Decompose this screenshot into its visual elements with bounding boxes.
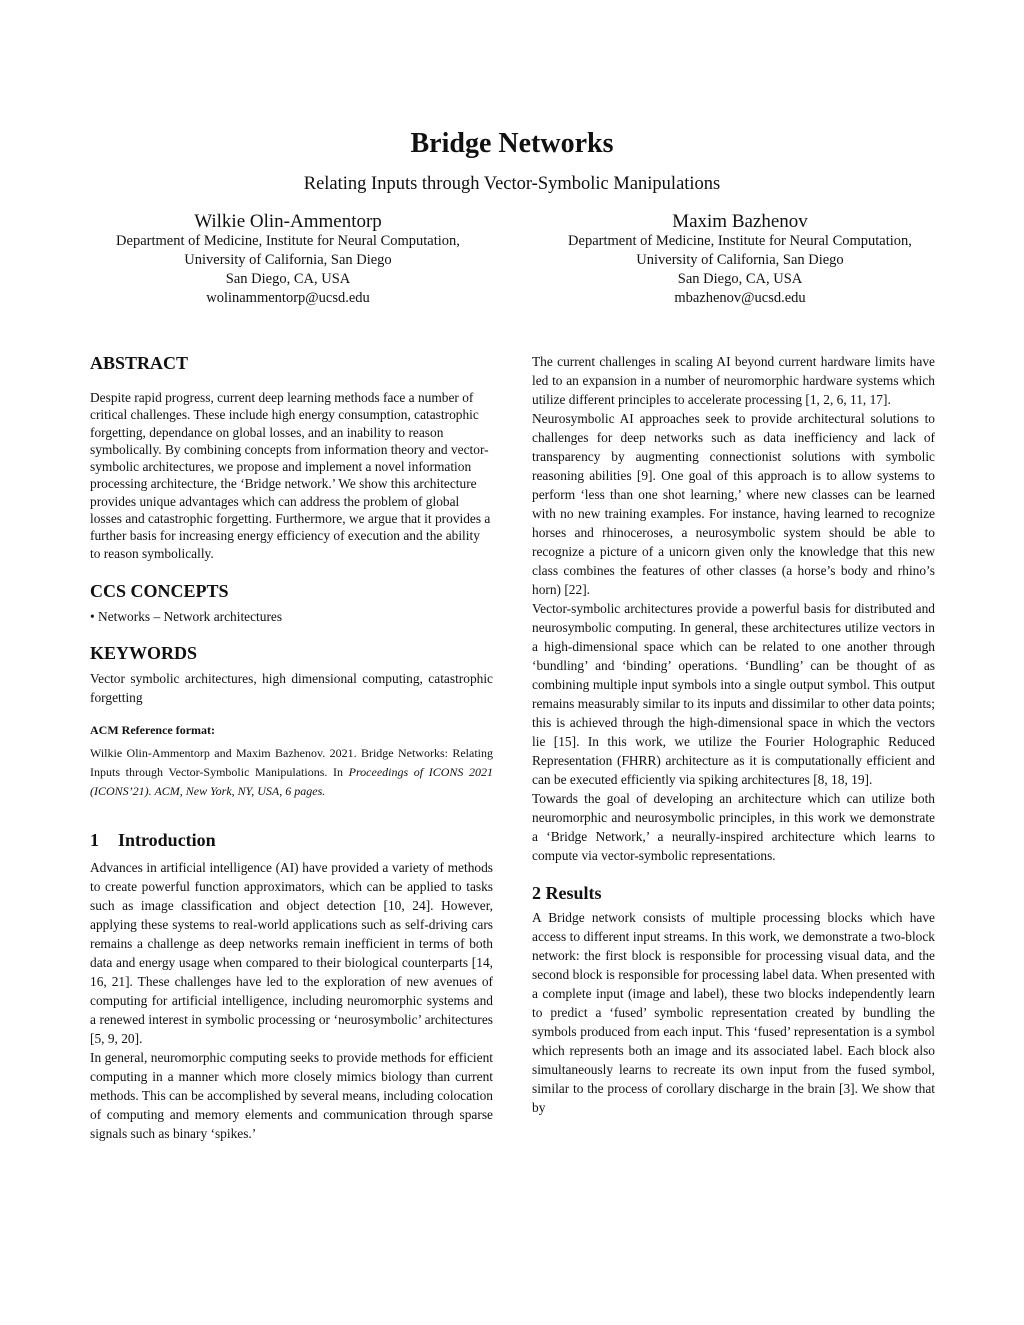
body-paragraph: Vector-symbolic architectures provide a powerful basis for distributed and neurosymbolic computing. In general, these architectures utilize vectors in a high-dimensional space which can be related to one another through ‘bundling’ and ‘binding’ operations. ‘Bundling’ can be thought of as combining multiple input symbols into a single output symbol. This output remains measurably similar to its inputs and dissimilar to other data points; this is achieved through the high-dimensional space in which the vectors lie [15]. In this work, we utilize the Fourier Holographic Reduced Representation (FHRR) architecture as it is computationally efficient and can be executed efficiently via spiking architectures [8, 18, 19]. [532,601,935,787]
author-department: Department of Medicine, Institute for Neural Computation, [116,233,460,249]
acm-reference-citation: Wilkie Olin-Ammentorp and Maxim Bazhenov. 2021. Bridge Networks: Relating Inputs through Vector-Symbolic Manipulations. In [90,745,493,779]
body-paragraph: Towards the goal of developing an architecture which can utilize both neuromorphic and neurosymbolic principles, in this work we demonstrate a ‘Bridge Network,’ a neurally-inspired architecture which learns to compute via vector-symbolic representations. [532,791,935,863]
ccs-heading: CCS CONCEPTS [90,580,229,601]
section-title: Introduction [118,829,216,850]
author-university: University of California, San Diego [184,252,392,268]
author-location: San Diego, CA, USA [225,271,351,287]
ccs-item: • Networks – Network architectures [90,608,283,624]
acm-reference-venue: Proceedings of ICONS 2021 (ICONS’21). ACM, New York, NY, USA, 6 pages. [90,764,494,798]
results-heading: 2 Results [532,883,602,903]
body-paragraph: Neurosymbolic AI approaches seek to provide architectural solutions to challenges for deep networks such as data inefficiency and lack of transparency by augmenting connectionist solutions with symbolic reasoning abilities [9]. One goal of this approach is to allow systems to perform ‘less than one shot learning,’ where new classes can be learned with no new training examples. For instance, having learned to recognize horses and rhinoceroses, a neurosymbolic system should be able to recognize a picture of a unicorn given only the knowledge that this new class combines the features of other classes (a horse’s body and rhino’s horn) [22]. [532,411,935,597]
paper-title: Bridge Networks [410,128,614,159]
author-block [68,212,508,308]
right-column [532,352,935,1117]
author-department: Department of Medicine, Institute for Neural Computation, [568,233,912,249]
keywords-text: Vector symbolic architectures, high dimensional computing, catastrophic forgetting [90,670,493,705]
author-name: Maxim Bazhenov [672,211,808,232]
author-location: San Diego, CA, USA [677,271,803,287]
introduction-paragraph: In general, neuromorphic computing seeks to provide methods for efficient computing in a manner which more closely mimics biology than current methods. This can be accomplished by several means, including colocation of computing and memory elements and communication through sparse signals such as binary ‘spikes.’ [90,1049,493,1141]
author-block [520,212,960,308]
introduction-paragraph: Advances in artificial intelligence (AI) have provided a variety of methods to create powerful function approximators, which can be applied to tasks such as image classification and object detection [10, 24]. However, applying these systems to real-world applications such as self-driving cars remains a challenge as deep networks remain inefficient in terms of both data and energy usage when compared to their biological counterparts [14, 16, 21]. These challenges have led to the exploration of new avenues of computing for artificial intelligence, including neuromorphic systems and a renewed interest in symbolic processing or ‘neurosymbolic’ architectures [5, 9, 20]. [90,859,493,1046]
author-university: University of California, San Diego [636,252,844,268]
body-paragraph: The current challenges in scaling AI beyond current hardware limits have led to an expansion in a number of neuromorphic hardware systems which utilize different principles to accelerate processing [1, 2, 6, 11, 17]. [532,354,935,407]
abstract-text: Despite rapid progress, current deep learning methods face a number of critical challenges. These include high energy consumption, catastrophic forgetting, dependance on global losses, and an inability to reason symbolically. By combining concepts from information theory and vector-symbolic architectures, we propose and implement a novel information processing architecture, the ‘Bridge network.’ We show this architecture provides unique advantages which can address the problem of global losses and catastrophic forgetting. Furthermore, we argue that it provides a further basis for increasing energy efficiency of execution and the ability to reason symbolically. [90,390,491,561]
results-paragraph: A Bridge network consists of multiple processing blocks which have access to different input streams. In this work, we demonstrate a two-block network: the first block is responsible for processing visual data, and the second block is responsible for processing label data. When presented with a complete input (image and label), these two blocks independently learn to predict a ‘fused’ symbolic representation created by bundling the symbols produced from each input. This ‘fused’ representation is a symbol which represents both an image and its associated label. Each block also simultaneously learns to recreate its own input from the fused symbol, similar to the process of corollary discharge in the brain [3]. We show that by [532,910,935,1115]
paper-subtitle: Relating Inputs through Vector-Symbolic Manipulations [303,174,721,194]
left-column [90,352,493,1143]
acm-reference-text [90,744,493,801]
keywords-heading: KEYWORDS [90,642,198,663]
author-name: Wilkie Olin-Ammentorp [194,211,382,232]
author-email[interactable]: mbazhenov@ucsd.edu [674,290,806,306]
acm-reference-heading: ACM Reference format: [90,722,216,737]
abstract-heading: ABSTRACT [90,353,189,373]
introduction-heading [90,831,493,850]
section-number: 1 [90,829,99,850]
author-email[interactable]: wolinammentorp@ucsd.edu [206,290,370,306]
